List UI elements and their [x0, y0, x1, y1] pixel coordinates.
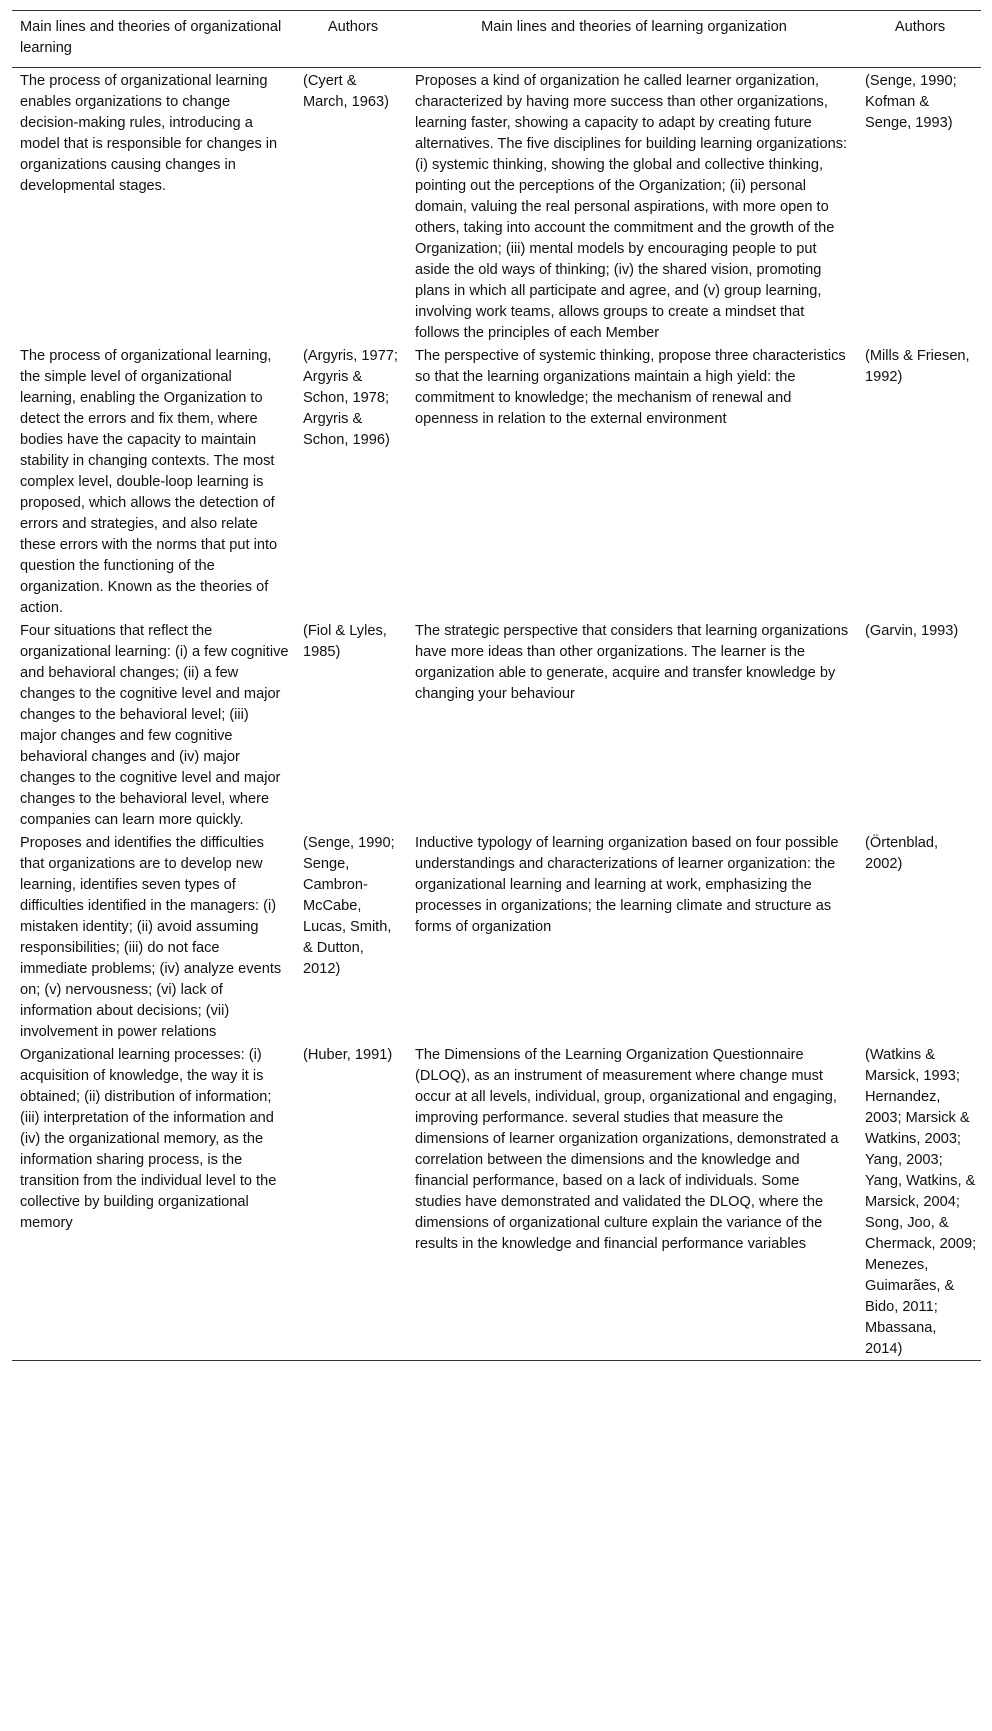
header-row — [12, 11, 981, 68]
table-row — [12, 68, 981, 345]
lo-authors-cell: (Watkins & Marsick, 1993; Hernandez, 2003; Marsick & Watkins, 2003; Yang, 2003; Yang, Watkins, & Marsick, 2004; Song, Joo, & Chermack, 2009; Menezes, Guimarães, & Bido, 2011; Mbassana, 2014) — [865, 1047, 977, 1357]
table-row — [12, 831, 981, 1043]
theories-table — [12, 10, 981, 1361]
ol-authors-cell: (Senge, 1990; Senge, Cambron-McCabe, Lucas, Smith, & Dutton, 2012) — [303, 835, 395, 977]
lo-authors-cell: (Örtenblad, 2002) — [865, 835, 939, 872]
table-row — [12, 344, 981, 619]
table-row — [12, 619, 981, 831]
lo-theory-cell: Inductive typology of learning organization based on four possible understandings and characterizations of learner organization: the organizational learning and learning at work, emphasizing the processes in organizations; the learning climate and structure as forms of organization — [415, 835, 839, 935]
ol-authors-cell: (Huber, 1991) — [303, 1047, 393, 1063]
theories-table-container — [12, 10, 981, 1361]
header-ol-authors: Authors — [327, 19, 379, 35]
table-body — [12, 68, 981, 1361]
table-row — [12, 1043, 981, 1361]
header-lo-authors: Authors — [894, 19, 946, 35]
lo-authors-cell: (Senge, 1990; Kofman & Senge, 1993) — [865, 73, 957, 131]
header-lo-theory: Main lines and theories of learning organization — [481, 19, 787, 35]
lo-theory-cell: The Dimensions of the Learning Organization Questionnaire (DLOQ), as an instrument of measurement where change must occur at all levels, individual, group, organizational and engaging, improving performance. several studies that measure the dimensions of learner organization organizations, demonstrated a correlation between the dimensions and the knowledge and financial performance, based on a lack of individuals. Some studies have demonstrated and validated the DLOQ, where the dimensions of organizational culture explain the variance of the results in the knowledge and financial performance variables — [415, 1047, 839, 1252]
lo-theory-cell: The perspective of systemic thinking, propose three characteristics so that the learning organizations maintain a high yield: the commitment to knowledge; the mechanism of renewal and openness in relation to the external environment — [415, 348, 846, 427]
ol-theory-cell: The process of organizational learning enables organizations to change decision-making rules, introducing a model that is responsible for changes in organizations causing changes in developmental stages. — [20, 73, 278, 194]
lo-theory-cell: The strategic perspective that considers that learning organizations have more ideas than other organizations. The learner is the organization able to generate, acquire and transfer knowledge by changing your behaviour — [415, 623, 849, 702]
ol-theory-cell: Four situations that reflect the organizational learning: (i) a few cognitive and behavioral changes; (ii) a few changes to the cognitive level and major changes to the behavioral level; (iii) major changes and few cognitive behavioral changes and (iv) major changes to the cognitive level and major changes to the behavioral level, where companies can learn more quickly. — [20, 623, 289, 828]
lo-theory-cell: Proposes a kind of organization he called learner organization, characterized by having more success than other organizations, learning faster, showing a capacity to adapt by creating future alternatives. The five disciplines for building learning organizations: (i) systemic thinking, showing the global and collective thinking, pointing out the perceptions of the Organization; (ii) personal domain, valuing the real personal aspirations, with more open to others, taking into account the commitment and the growth of the Organization; (iii) mental models by encouraging people to put aside the old ways of thinking; (iv) the shared vision, promoting plans in which all participate and agree, and (v) group learning, involving work teams, allows groups to create a mindset that follows the principles of each Member — [415, 73, 848, 341]
ol-theory-cell: The process of organizational learning, the simple level of organizational learning, enabling the Organization to detect the errors and fix them, where bodies have the capacity to maintain stability in changing contexts. The most complex level, double-loop learning is proposed, which allows the detection of errors and strategies, and also relate these errors with the norms that put into question the functioning of the organization. Known as the theories of action. — [20, 348, 278, 616]
lo-authors-cell: (Garvin, 1993) — [865, 623, 959, 639]
ol-theory-cell: Organizational learning processes: (i) acquisition of knowledge, the way it is obtained; (ii) distribution of information; (iii) interpretation of the information and (iv) the organizational memory, as the information sharing process, is the transition from the individual level to the collective by building organizational memory — [20, 1047, 277, 1231]
ol-authors-cell: (Cyert & March, 1963) — [303, 73, 389, 110]
ol-theory-cell: Proposes and identifies the difficulties that organizations are to develop new learning, identifies seven types of difficulties identified in the managers: (i) mistaken identity; (ii) avoid assuming responsibilities; (iii) do not face immediate problems; (iv) analyze events on; (v) nervousness; (vi) lack of information about decisions; (vii) involvement in power relations — [20, 835, 282, 1040]
table-header — [12, 11, 981, 68]
ol-authors-cell: (Argyris, 1977; Argyris & Schon, 1978; Argyris & Schon, 1996) — [303, 348, 398, 448]
lo-authors-cell: (Mills & Friesen, 1992) — [865, 348, 970, 385]
ol-authors-cell: (Fiol & Lyles, 1985) — [303, 623, 387, 660]
header-ol-theory: Main lines and theories of organizational learning — [20, 19, 282, 56]
